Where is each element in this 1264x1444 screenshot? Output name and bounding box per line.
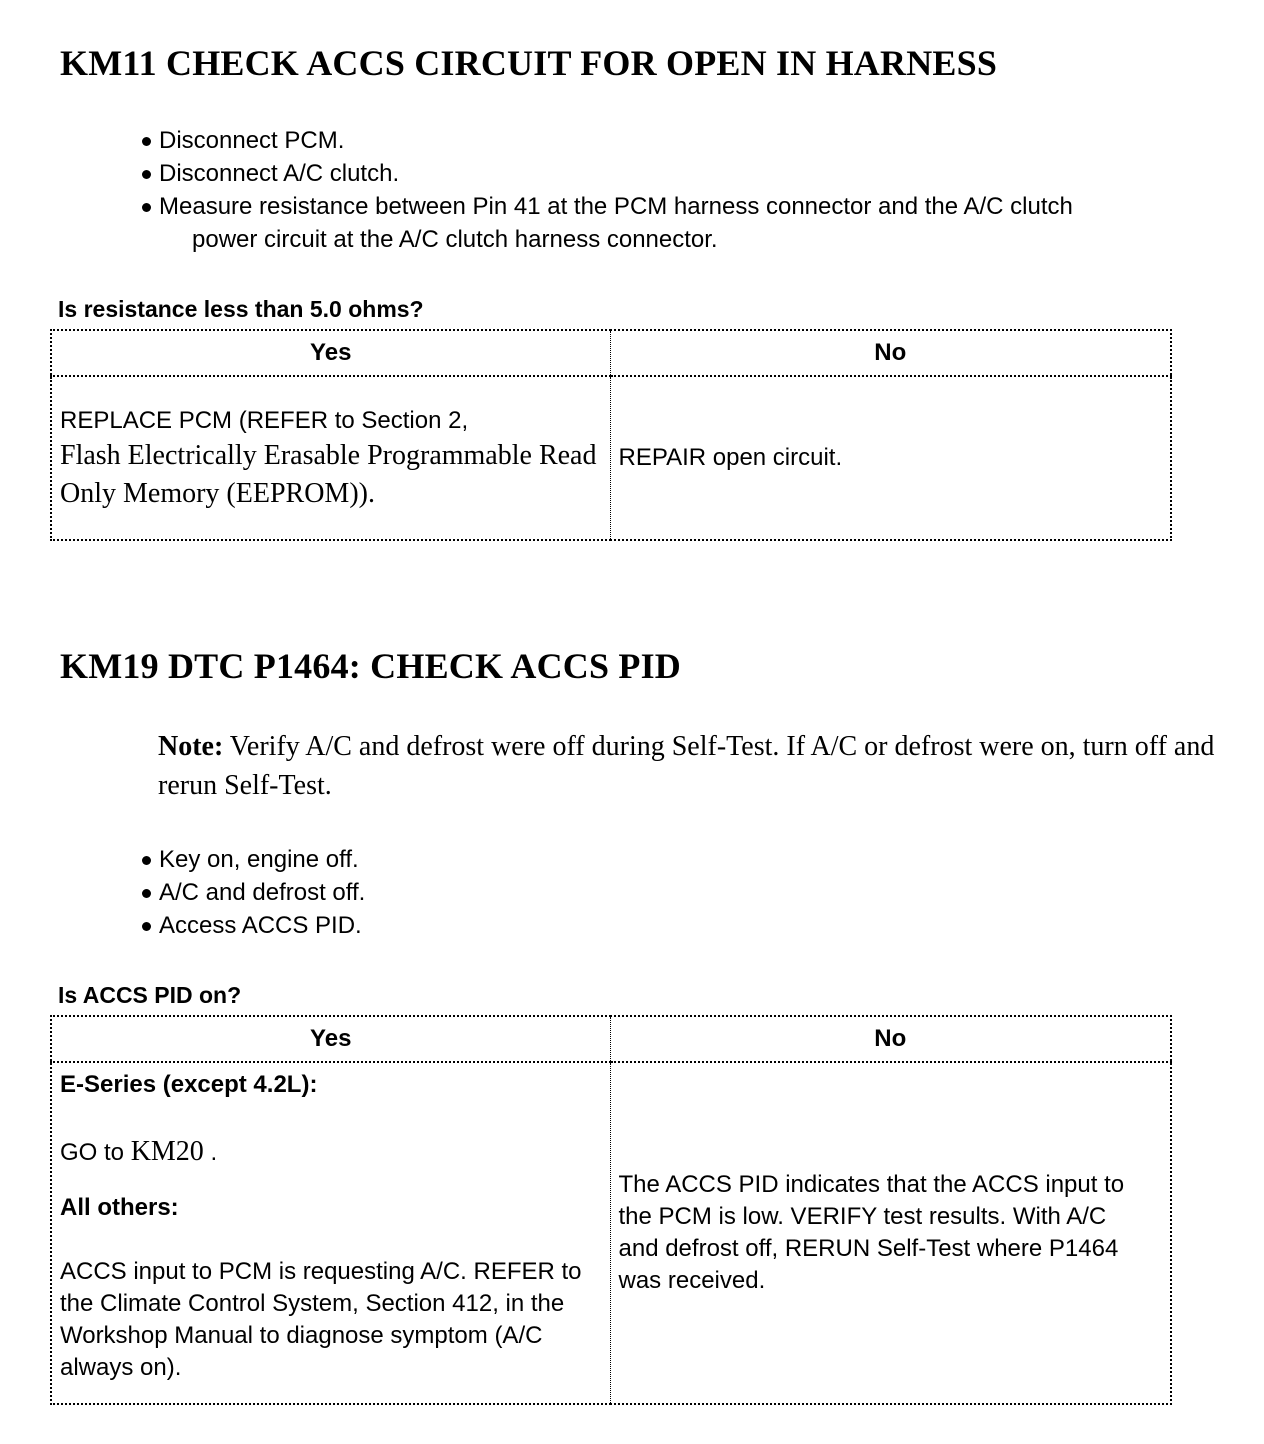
yes-action: REPLACE PCM (REFER to Section 2, bbox=[60, 407, 469, 434]
table-row bbox=[51, 376, 1171, 540]
km19-question: Is ACCS PID on? bbox=[58, 982, 242, 1008]
goto-instruction: GO to KM20 . bbox=[60, 1136, 218, 1167]
km11-step: Measure resistance between Pin 41 at the PCM harness connector and the A/C clutch power circuit at the A/C clutch harness connector. bbox=[140, 190, 1073, 256]
all-others-label: All others: bbox=[60, 1194, 179, 1221]
km19-note bbox=[158, 727, 1228, 805]
bullet-icon bbox=[142, 856, 151, 865]
table-row bbox=[51, 1062, 1171, 1404]
bullet-icon bbox=[142, 137, 151, 146]
km19-step: Key on, engine off. bbox=[140, 843, 365, 876]
km11-heading: KM11 CHECK ACCS CIRCUIT FOR OPEN IN HARNESS bbox=[60, 43, 998, 83]
yes-header: Yes bbox=[51, 330, 610, 376]
yes-cell bbox=[51, 376, 610, 540]
km19-heading: KM19 DTC P1464: CHECK ACCS PID bbox=[60, 646, 682, 686]
no-cell bbox=[610, 1062, 1171, 1404]
no-cell bbox=[610, 376, 1171, 540]
no-action: The ACCS PID indicates that the ACCS input to the PCM is low. VERIFY test results. With A/C and defrost off, RERUN Self-Test where P1464 was received. bbox=[618, 1171, 1125, 1294]
yes-cell bbox=[51, 1062, 610, 1404]
km11-step: Disconnect A/C clutch. bbox=[140, 157, 1073, 190]
all-others-text: ACCS input to PCM is requesting A/C. REFER to the Climate Control System, Section 412, in the Workshop Manual to diagnose symptom (A/C always on). bbox=[60, 1258, 582, 1381]
table-header-row bbox=[51, 1016, 1171, 1062]
yes-header: Yes bbox=[51, 1016, 610, 1062]
km19-step: Access ACCS PID. bbox=[140, 909, 365, 942]
km20-link[interactable]: KM20 bbox=[130, 1136, 204, 1167]
km19-step: A/C and defrost off. bbox=[140, 876, 365, 909]
no-header: No bbox=[610, 1016, 1171, 1062]
bullet-icon bbox=[142, 922, 151, 931]
bullet-icon bbox=[142, 203, 151, 212]
note-label: Note: bbox=[158, 731, 224, 762]
km19-steps-list bbox=[140, 843, 365, 942]
table-header-row bbox=[51, 330, 1171, 376]
km11-question: Is resistance less than 5.0 ohms? bbox=[58, 296, 424, 322]
km11-steps-list bbox=[140, 124, 1073, 256]
bullet-icon bbox=[142, 170, 151, 179]
km11-decision-table bbox=[50, 329, 1172, 541]
km19-decision-table bbox=[50, 1015, 1172, 1405]
note-text: Verify A/C and defrost were off during Self-Test. If A/C or defrost were on, turn off and rerun Self-Test. bbox=[158, 731, 1215, 801]
e-series-label: E-Series (except 4.2L): bbox=[60, 1071, 318, 1098]
bullet-icon bbox=[142, 889, 151, 898]
km11-step: Disconnect PCM. bbox=[140, 124, 1073, 157]
no-header: No bbox=[610, 330, 1171, 376]
eeprom-reference-link[interactable]: Flash Electrically Erasable Programmable Read Only Memory (EEPROM)). bbox=[60, 440, 597, 509]
no-action: REPAIR open circuit. bbox=[618, 444, 843, 471]
